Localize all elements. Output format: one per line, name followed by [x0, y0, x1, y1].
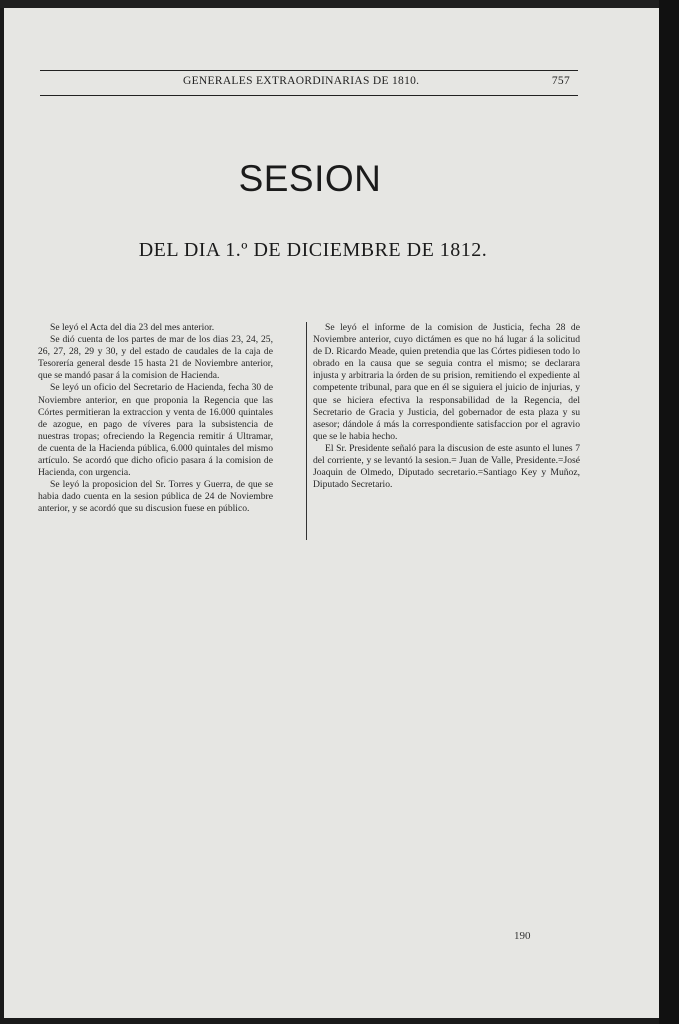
- right-column: [313, 322, 580, 491]
- scan-top-border: [0, 0, 679, 8]
- scan-right-border: [659, 0, 679, 1024]
- folio-number: 190: [514, 930, 531, 942]
- header-top-rule: [40, 70, 578, 71]
- page-number: 757: [551, 75, 570, 87]
- left-column: [38, 322, 273, 516]
- paragraph: Se leyó la proposicion del Sr. Torres y Guerra, de que se habia dado cuenta en la sesion pública de 24 de Noviembre anterior, y se acordó que su discusion fuese en público.: [38, 479, 273, 515]
- session-title: SESION: [238, 158, 382, 199]
- header-bottom-rule: [40, 95, 578, 96]
- paragraph: Se leyó un oficio del Secretario de Hacienda, fecha 30 de Noviembre anterior, en que proponia la Regencia que las Córtes permitieran la extraccion y venta de 16.000 quintales de azogue, en pago de víveres para la subsistencia de nuestras tropas; ofreciendo la Regencia remitir á Ultramar, de cuenta de la Hacienda pública, 6.000 quintales del mismo artículo. Se acordó que dicho oficio pasara á la comision de Hacienda, con urgencia.: [38, 382, 273, 479]
- running-head-title: GENERALES EXTRAORDINARIAS DE 1810.: [183, 75, 420, 87]
- session-date: DEL DIA 1.º DE DICIEMBRE DE 1812.: [138, 239, 488, 261]
- paragraph: Se leyó el Acta del dia 23 del mes anterior.: [50, 322, 215, 333]
- paragraph: Se dió cuenta de los partes de mar de los dias 23, 24, 25, 26, 27, 28, 29 y 30, y del estado de caudales de la caja de Tesorería general desde 15 hasta 21 de Noviembre anterior, que se mandó pasar á la comision de Hacienda.: [38, 334, 273, 382]
- paragraph: Se leyó el informe de la comision de Justicia, fecha 28 de Noviembre anterior, cuyo dictámen es que no há lugar á la solicitud de D. Ricardo Meade, quien pretendia que las Córtes pidiesen todo lo obrado en la causa que se seguia contra el mismo; se declarara injusta y arbitraria la órden de su prision, remitiendo el expediente al competente tribunal, para que en él se siguiera el juicio de injurias, y que se hiciera efectiva la responsabilidad de la Regencia, del Secretario de Gracia y Justicia, del gobernador de esta plaza y su asesor; dándole á más la correspondiente satisfaccion por el agravio que se le habia hecho.: [313, 322, 580, 442]
- column-divider: [306, 322, 307, 540]
- paragraph: El Sr. Presidente señaló para la discusion de este asunto el lunes 7 del corriente, y se levantó la sesion.= Juan de Valle, Presidente.=José Joaquin de Olmedo, Diputado secretario.=Santiago Key y Muñoz, Diputado Secretario.: [313, 442, 580, 491]
